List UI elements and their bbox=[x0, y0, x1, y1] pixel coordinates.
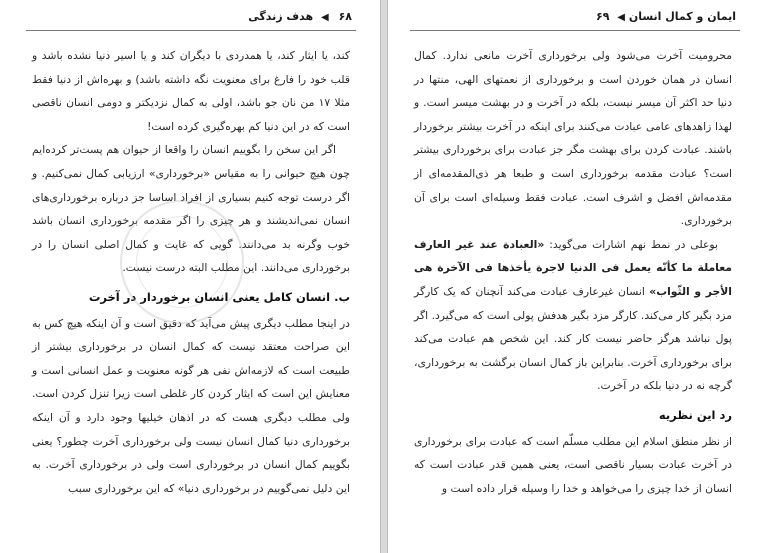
left-paragraph-2: اگر این سخن را بگوییم انسان را واقعا از حیوان هم پست‌تر کرده‌ایم چون هیچ حیوانی را به مقیاس «برخورداری» ارزیابی کمال نمی‌کنیم. و اگر درست توجه کنیم بسیاری از افراد اساسا جز درباره برخورداری‌های انسان نمی‌اندیشند و هر چیزی را اگر مقدمه برخورداری انسان باشد خوب وگرنه بد می‌دانند. گویی که غایت و کمال اصلی انسان را در برخورداری می‌دانند. این مطلب البته درست نیست. bbox=[32, 143, 350, 275]
left-header-rule bbox=[26, 30, 356, 31]
right-paragraph-2 bbox=[414, 233, 732, 398]
right-header-rule bbox=[410, 30, 740, 31]
left-page bbox=[0, 0, 381, 553]
left-paragraph-1: کند، یا ایثار کند، یا همدردی با دیگران کند و یا اسیر دنیا نشده باشد و قلب خود را فارغ برای معنویت نگه داشته باشد) و بهره‌اش از دنیا فقط مثلا ۱۷ من نان جو باشد، اولی به کمال نزدیکتر و دومی انسان ناقصی است که در این دنیا کم بهره‌گیری کرده است! bbox=[32, 49, 350, 133]
arabic-quotation: «العبادة عند غیر العارف معاملة ما کأنّه یعمل فی الدنیا لاجرة یأخذها فی الآخرة هی الأجر و الثّواب» bbox=[414, 237, 733, 298]
arrow-left-icon: ◀ bbox=[321, 12, 329, 23]
right-paragraph-2-rest: انسان غیرعارف عبادت می‌کند آنچنان که یک کارگر مزد بگیر کار می‌کند. کارگر مزد بگیر هدفش پولی است که می‌گیرد. اگر پول نباشد هرگز حاضر نیست کار کند. این شخص هم عبادت می‌کند برای برخورداری آخرت. بنابراین باز کمال انسان برگشت به برخورداری، گرچه نه در دنیا بلکه در آخرت. bbox=[414, 284, 732, 393]
right-paragraph-3: از نظر منطق اسلام این مطلب مسلّم است که عبادت برای برخورداری در آخرت عبادت بسیار ناقصی است، یعنی همین قدر عبادت است که انسان از خدا چیزی را می‌خواهد و خدا را وسیله قرار داده است و bbox=[414, 434, 732, 495]
left-page-header bbox=[248, 10, 352, 28]
left-page-body bbox=[32, 44, 350, 500]
left-paragraph-3: در اینجا مطلب دیگری پیش می‌آید که دقیق است و آن اینکه هیچ کس به این صراحت معتقد نیست که کمال انسان در برخورداری بیشتر از طبیعت است که لازمه‌اش نفی هر گونه معنویت و عمل انسانی است و معنایش این است که ایثار کردن کار غلطی است زیرا تنزل کردن است. ولی مطلب دیگری هست که در اذهان خیلیها وجود دارد و آن اینکه برخورداری دنیا کمال انسان نیست ولی برخورداری آخرت چطور؟ یعنی بگوییم کمال انسان در برخورداری است ولی در برخورداری آخرت. به این دلیل نمی‌گوییم در برخورداری دنیا» که این برخورداری سبب bbox=[32, 316, 350, 495]
right-page-running-title: ایمان و کمال انسان bbox=[628, 10, 736, 23]
right-paragraph-2-intro: بوعلی در نمط نهم اشارات می‌گوید: bbox=[549, 237, 719, 251]
left-section-heading: ب. انسان کامل یعنی انسان برخوردار در آخرت bbox=[88, 289, 350, 304]
arrow-right-icon: ◀ bbox=[617, 12, 625, 23]
right-section-heading: رد این نظریه bbox=[658, 407, 732, 422]
left-page-running-title: هدف زندگی bbox=[248, 10, 314, 23]
right-page-number: ۶۹ bbox=[595, 10, 610, 23]
right-page bbox=[387, 0, 768, 553]
right-page-header bbox=[590, 10, 736, 28]
left-page-number: ۶۸ bbox=[338, 10, 352, 23]
right-page-body bbox=[414, 44, 732, 500]
right-paragraph-1: محرومیت آخرت می‌شود ولی برخورداری آخرت مانعی ندارد. کمال انسان در همان خوردن است و برخورداری از نعمتهای الهی، منتها در دنیا حد اکثر آن میسر نیست، بلکه در آخرت و در بهشت میسر است. و لهذا زاهدهای عامی عبادت می‌کنند برای اینکه در آخرت بیشتر برخوردار باشند. عبادت کردن برای بهشت مگر جز عبادت برای برخورداری بیشتر است؟ عبادت مقدمه برخورداری است و طبعا هر ذی‌المقدمه‌ای از مقدمه‌اش افضل و اشرف است. عبادت فقط وسیله‌ای است برای آن برخورداری. bbox=[414, 49, 732, 228]
